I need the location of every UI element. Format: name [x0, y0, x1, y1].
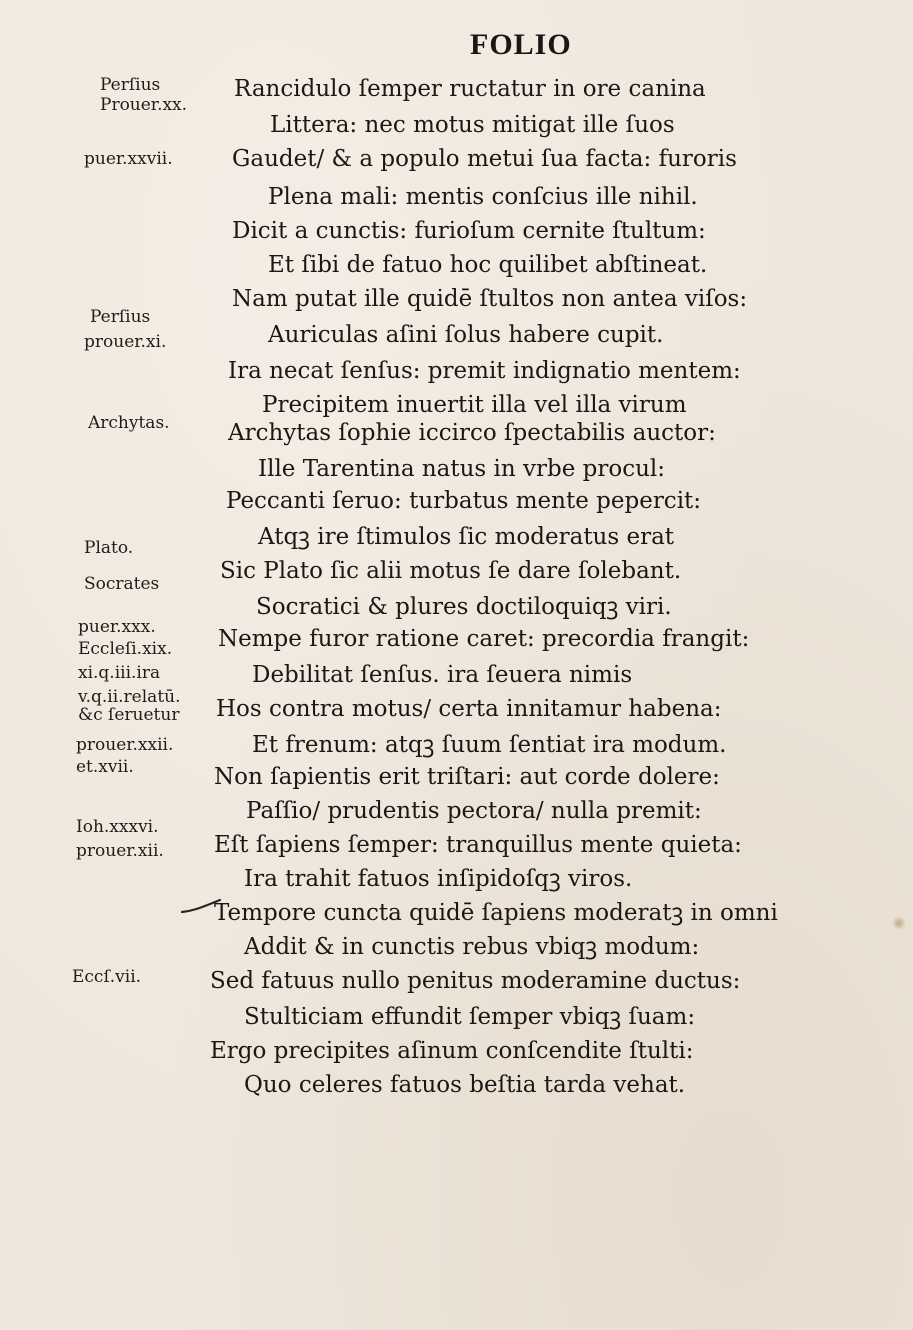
verse-line: Tempore cuncta quidē ſapiens moderatꝫ in omni: [214, 900, 778, 926]
verse-line: Dicit a cunctis: furioſum cernite ſtultum:: [232, 218, 706, 244]
verse-line: Peccanti ſeruo: turbatus mente pepercit:: [226, 488, 702, 514]
verse-line: Ergo precipites aſinum conſcendite ſtulti:: [210, 1038, 694, 1064]
margin-note: puer.xxx.: [78, 617, 156, 637]
margin-note: puer.xxvii.: [84, 149, 173, 169]
verse-line: Et ſibi de fatuo hoc quilibet abſtineat.: [268, 252, 708, 278]
margin-note: &c ſeruetur: [78, 705, 180, 725]
verse-line: Atqꝫ ire ſtimulos ſic moderatus erat: [258, 524, 675, 550]
verse-line: Nam putat ille quidē ſtultos non antea viſos:: [232, 286, 748, 312]
verse-line: Socratici & plures doctiloquiqꝫ viri.: [256, 594, 672, 620]
verse-line: Nempe furor ratione caret: precordia frangit:: [218, 626, 750, 652]
verse-line: Auriculas aſini ſolus habere cupit.: [268, 322, 664, 348]
verse-line: Debilitat ſenſus. ira ſeuera nimis: [252, 662, 633, 688]
verse-line: Ira necat ſenſus: premit indignatio mentem:: [228, 358, 741, 384]
margin-note: prouer.xxii.: [76, 735, 174, 755]
verse-line: Eſt ſapiens ſemper: tranquillus mente quieta:: [214, 832, 742, 858]
verse-line: Ille Tarentina natus in vrbe procul:: [258, 456, 666, 482]
verse-line: Stulticiam effundit ſemper vbiqꝫ ſuam:: [244, 1004, 696, 1030]
margin-note: et.xvii.: [76, 757, 134, 777]
folio-header: FOLIO: [470, 28, 572, 61]
margin-note: xi.q.iii.ira: [78, 663, 161, 683]
margin-note: v.q.ii.relatū.: [78, 687, 181, 707]
verse-line: Plena mali: mentis conſcius ille nihil.: [268, 184, 698, 210]
margin-note: Eccleſi.xix.: [78, 639, 173, 659]
paper-stain: [892, 916, 906, 930]
verse-line: Non ſapientis erit triſtari: aut corde dolere:: [214, 764, 720, 790]
verse-line: Littera: nec motus mitigat ille ſuos: [270, 112, 675, 138]
verse-line: Paſſio/ prudentis pectora/ nulla premit:: [246, 798, 702, 824]
verse-line: Precipitem inuertit illa vel illa virum: [262, 392, 687, 418]
margin-note: Perſius: [90, 307, 151, 327]
margin-note: prouer.xi.: [84, 332, 167, 352]
verse-line: Et frenum: atqꝫ ſuum ſentiat ira modum.: [252, 732, 727, 758]
margin-note: prouer.xii.: [76, 841, 164, 861]
verse-line: Addit & in cunctis rebus vbiqꝫ modum:: [244, 934, 700, 960]
verse-line: Sed fatuus nullo penitus moderamine ductus:: [210, 968, 741, 994]
verse-line: Sic Plato ſic alii motus ſe dare ſolebant.: [220, 558, 682, 584]
verse-line: Hos contra motus/ certa innitamur habena:: [216, 696, 722, 722]
margin-note: Prouer.xx.: [100, 95, 188, 115]
margin-note: Plato.: [84, 538, 134, 558]
margin-note: Eccſ.vii.: [72, 967, 142, 987]
verse-line: Quo celeres fatuos beſtia tarda vehat.: [244, 1072, 686, 1098]
margin-note: Perſius: [100, 75, 161, 95]
verse-line: Gaudet/ & a populo metui ſua facta: furoris: [232, 146, 737, 172]
verse-line: Rancidulo ſemper ructatur in ore canina: [234, 76, 706, 102]
ink-stroke-icon: [180, 898, 222, 916]
margin-note: Ioh.xxxvi.: [76, 817, 159, 837]
margin-note: Socrates: [84, 574, 160, 594]
verse-line: Archytas ſophie iccirco ſpectabilis auctor:: [228, 420, 716, 446]
margin-note: Archytas.: [88, 413, 170, 433]
verse-line: Ira trahit fatuos inſipidoſqꝫ viros.: [244, 866, 633, 892]
